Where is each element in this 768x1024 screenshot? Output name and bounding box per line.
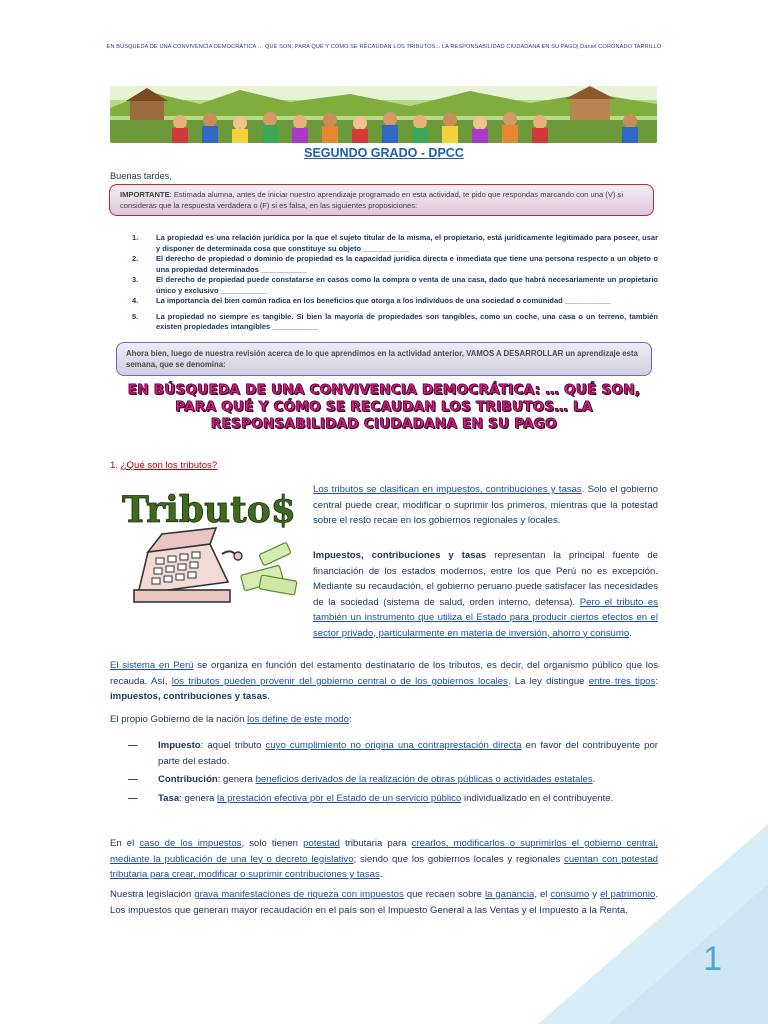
banknote-icon (241, 542, 297, 595)
link-potestad[interactable]: potestad (303, 838, 340, 849)
link-classification[interactable]: Los tributos se clasifican en impuestos, contribuciones y tasas (313, 484, 582, 495)
proposition-item: 2. El derecho de propiedad o dominio de propiedad es la capacidad jurídica directa e inmediata que tiene una persona respecto a un objeto o una propiedad determinados ___________ (132, 254, 658, 274)
paragraph-classification: Los tributos se clasifican en impuestos, contribuciones y tasas. Solo el gobierno central puede crear, modificar o suprimir los primeros, mientras que la potestad sobre el resto recae en los gobiernos regionales y locales. (313, 484, 658, 526)
link-tax-case[interactable]: caso de los impuestos (139, 838, 242, 849)
running-header: EN BÚSQUEDA DE UNA CONVIVENCIA DEMOCRÁTICA … QUÉ SON, PARA QUÉ Y CÓMO SE RECAUDAN LOS TRIBUTOS... LA RESPONSABILIDAD CIUDADANA EN SU PAGO| Daniel CORONADO TARRILLO (106, 44, 662, 50)
paragraph-financing: Impuestos, contribuciones y tasas representan la principal fuente de financiación de los estados modernos, entre los que Perú no es excepción. Mediante su recaudación, el gobierno peruano puede satisfacer las necesidades de la sociedad (sistema de salud, orden interno, defensa). Pero el tributo es también un instrumento que utiliza el Estado para producir ciertos efectos en el sector privado, particularmente en materia de inversión, ahorro y consumo. (313, 550, 658, 639)
grade-title: SEGUNDO GRADO - DPCC (304, 146, 464, 160)
link-definition[interactable]: la prestación efectiva por el Estado de un servicio público (217, 792, 462, 804)
link-origin[interactable]: los tributos pueden provenir del gobierno central o de los gobiernos locales (171, 675, 508, 687)
definition-item: — Impuesto: aquel tributo cuyo cumplimiento no origina una contraprestación directa en favor del contribuyente por parte del estado. (128, 740, 658, 767)
definition-item: — Contribución: genera beneficios derivados de la realización de obras públicas o actividades estatales. (128, 774, 596, 785)
propositions-list (128, 233, 658, 333)
important-label: IMPORTANTE (120, 190, 170, 199)
link-definition[interactable]: beneficios derivados de la realización de obras públicas o actividades estatales (255, 774, 593, 785)
cash-register-icon (134, 528, 242, 602)
proposition-item: 5. La propiedad no siempre es tangible. Si bien la mayoría de propiedades son tangibles, como un coche, una casa o un terreno, también existen propiedades intangibles ___________ (132, 311, 658, 331)
definition-item: — Tasa: genera la prestación efectiva por el Estado de un servicio público individualizado en el contribuyente. (128, 792, 614, 804)
link-definition[interactable]: cuyo cumplimiento no origina una contraprestación directa (265, 740, 522, 751)
page-number: 1 (703, 940, 722, 978)
link-consumption[interactable]: consumo (550, 889, 590, 900)
main-title-line: PARA QUÉ Y CÓMO SE RECAUDAN LOS TRIBUTOS… LA (175, 399, 593, 415)
paragraph-legislation: Nuestra legislación grava manifestaciones de riqueza con impuestos que recaen sobre la ganancia, el consumo y el patrimonio. Los impuestos que generan mayor recaudación en el país son el Impuesto General a las Ventas y el Impuesto a la Renta. (110, 889, 658, 916)
section-heading (110, 460, 217, 471)
definitions-list (128, 738, 658, 809)
paragraph-system: El sistema en Perú se organiza en función del estamento destinatario de los tributos, es decir, del organismo público que los recauda. Así, los tributos pueden provenir del gobierno central o de los gobiernos locales. La ley distingue entre tres tipos: impuestos, contribuciones y tasas. (110, 660, 658, 702)
proposition-item: 1. La propiedad es una relación jurídica por la que el sujeto titular de la misma, el propietario, está jurídicamente legitimado para poseer, usar y disponer de determinada cosa que constituye su objeto ___________ (132, 233, 658, 253)
link-system[interactable]: El sistema en Perú (110, 660, 194, 671)
tributos-word: Tributo$ (122, 489, 296, 531)
proposition-item: 3. El derecho de propiedad puede constatarse en casos como la compra o venta de una casa, dado que habrá necesariamente un propietario único y exclusivo ___________ (132, 275, 658, 295)
link-instrument[interactable]: Pero el tributo es también un instrumento que utiliza el Estado para producir ciertos efectos en el sector privado, particularmente en materia de inversión, ahorro y consumo (313, 596, 658, 639)
main-title-line: RESPONSABILIDAD CIUDADANA EN SU PAGO (210, 416, 558, 432)
main-title (90, 382, 678, 433)
greeting: Buenas tardes, (110, 171, 172, 181)
link-definitions[interactable]: los define de este modo (247, 714, 349, 725)
proposition-item: 4. La importancia del bien común radica en los beneficios que otorga a los individuos de una sociedad o comunidad ___________ (132, 296, 611, 305)
link-three-types[interactable]: entre tres tipos (588, 675, 656, 687)
important-notice-box (109, 184, 654, 216)
paragraph-definitions-intro: El propio Gobierno de la nación los define de este modo: (110, 714, 352, 725)
link-central-power[interactable]: crearlos, modificarlos o suprimirlos el gobierno central, mediante la publicación de una ley o decreto legislativo (110, 838, 658, 865)
banner-illustration (110, 86, 657, 143)
link-assets[interactable]: el patrimonio (600, 889, 656, 900)
link-local-power[interactable]: cuentan con potestad tributaria para crear, modificar o suprimir contribuciones y tasas (110, 853, 658, 880)
section-title-link[interactable]: ¿Qué son los tributos? (120, 460, 218, 471)
link-profit[interactable]: la ganancia (484, 889, 535, 900)
transition-box: Ahora bien, luego de nuestra revisión acerca de lo que aprendimos en la actividad anterior, VAMOS A DESARROLLAR un aprendizaje esta semana, que se denomina: (116, 342, 652, 376)
link-wealth[interactable]: grava manifestaciones de riqueza con impuestos (194, 889, 404, 900)
main-title-line: EN BÚSQUEDA DE UNA CONVIVENCIA DEMOCRÁTICA: … QUÉ SON, (127, 382, 641, 398)
tributos-illustration (110, 482, 302, 610)
important-text: : Estimada alumna, antes de iniciar nuestro aprendizaje programado en esta actividad, te pido que respondas marcando con una (V) si consideras que la respuesta verdadera o (F) si es falsa, en las siguientes proposiciones: (120, 190, 624, 210)
paragraph-taxing-power: En el caso de los impuestos, solo tienen potestad tributaria para crearlos, modificarlos o suprimirlos el gobierno central, mediante la publicación de una ley o decreto legislativo; siendo que los gobiernos locales y regionales cuentan con potestad tributaria para crear, modificar o suprimir contribuciones y tasas. (110, 838, 658, 880)
section-number: 1. (110, 460, 121, 471)
